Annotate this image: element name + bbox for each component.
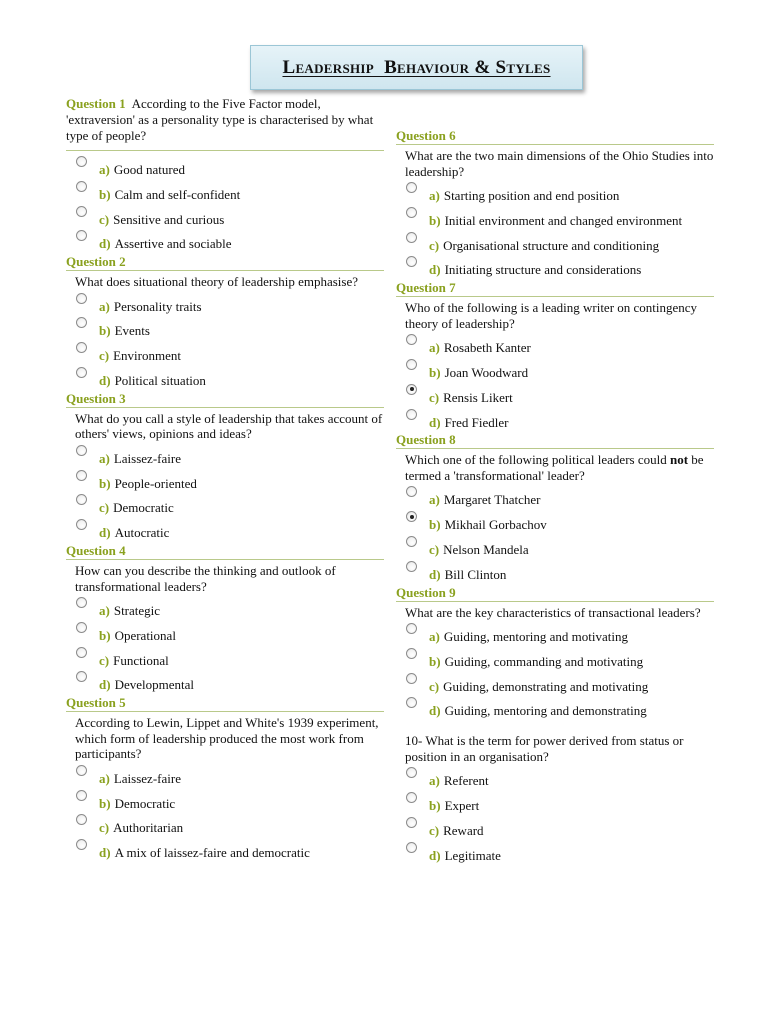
question-6 (396, 128, 714, 280)
option (66, 444, 384, 469)
option (66, 292, 384, 317)
option-label: Autocratic (114, 525, 170, 541)
question-text: How can you describe the thinking and outlook of transformational leaders? (75, 563, 336, 594)
radio-button[interactable] (76, 839, 87, 850)
option (396, 791, 714, 816)
radio-button[interactable] (76, 765, 87, 776)
question-text: What do you call a style of leadership that takes account of others' views, opinions and ideas? (75, 410, 383, 442)
option-label: Reward (443, 822, 484, 838)
option-label: Authoritarian (113, 820, 184, 836)
option-letter: d) (99, 525, 111, 541)
question-label: Question 3 (66, 391, 384, 408)
radio-button[interactable] (406, 359, 417, 370)
radio-button[interactable] (76, 470, 87, 481)
option-label: Bill Clinton (444, 566, 507, 582)
option-label: Nelson Mandela (443, 541, 529, 557)
option (66, 646, 384, 671)
question-text-emphasis: not (669, 452, 689, 468)
question-1 (66, 96, 384, 254)
option (66, 518, 384, 543)
question-text: 10- What is the term for power derived from status or position in an organisation? (405, 733, 684, 764)
option-label: Developmental (114, 677, 194, 693)
question-label: Question 5 (66, 695, 384, 712)
option-letter: c) (429, 541, 440, 557)
option-letter: c) (429, 822, 440, 838)
question-text: According to the Five Factor model, 'extraversion' as a personality type is characterised by what type of people? (66, 96, 374, 143)
option (66, 205, 384, 230)
option (396, 816, 714, 841)
option (66, 316, 384, 341)
radio-button[interactable] (406, 232, 417, 243)
option-label: Guiding, demonstrating and motivating (443, 678, 649, 694)
option (396, 510, 714, 535)
right-column (396, 128, 714, 865)
option-letter: b) (429, 364, 441, 380)
option-letter: d) (429, 262, 441, 278)
question-label: Question 7 (396, 280, 714, 297)
radio-button[interactable] (406, 697, 417, 708)
option (396, 696, 714, 721)
radio-button[interactable] (76, 181, 87, 192)
option (66, 229, 384, 254)
option-letter: c) (429, 237, 440, 253)
option-letter: d) (429, 566, 441, 582)
radio-button[interactable] (76, 597, 87, 608)
option-label: Calm and self-confident (114, 186, 241, 202)
option (66, 764, 384, 789)
option-label: Sensitive and curious (113, 211, 225, 227)
option (396, 206, 714, 231)
question-4 (66, 543, 384, 695)
option-letter: a) (99, 298, 110, 314)
radio-button[interactable] (406, 486, 417, 497)
option-letter: c) (99, 500, 110, 516)
question-7 (396, 280, 714, 432)
option-letter: b) (429, 653, 441, 669)
option (396, 622, 714, 647)
option-letter: d) (99, 236, 111, 252)
option-letter: c) (99, 820, 110, 836)
question-label: Question 4 (66, 543, 384, 560)
option-letter: a) (429, 340, 440, 356)
option-letter: b) (99, 795, 111, 811)
option-letter: b) (429, 517, 441, 533)
radio-button[interactable] (406, 792, 417, 803)
option-letter: d) (429, 703, 441, 719)
question-8 (396, 432, 714, 584)
radio-button-selected[interactable] (406, 511, 417, 522)
option-letter: c) (99, 348, 110, 364)
option-label: Strategic (113, 603, 161, 619)
option-letter: c) (99, 211, 110, 227)
radio-button[interactable] (406, 767, 417, 778)
radio-button[interactable] (406, 207, 417, 218)
option-letter: c) (429, 678, 440, 694)
option-letter: b) (429, 798, 441, 814)
question-text: What are the key characteristics of transactional leaders? (405, 604, 701, 620)
option-label: Rensis Likert (443, 389, 513, 405)
option-label: Initial environment and changed environment (444, 212, 683, 228)
option-letter: b) (99, 323, 111, 339)
option (66, 155, 384, 180)
question-text-part: be termed a 'transformational' leader? (405, 452, 704, 483)
option-label: Organisational structure and conditioning (443, 237, 660, 253)
option (66, 493, 384, 518)
option-label: Laissez-faire (113, 770, 181, 786)
option (396, 647, 714, 672)
option (66, 670, 384, 695)
option-letter: d) (429, 847, 441, 863)
option (66, 180, 384, 205)
radio-button[interactable] (76, 790, 87, 801)
option-label: Environment (113, 348, 181, 364)
page-title-box (250, 45, 583, 90)
question-5 (66, 695, 384, 863)
question-9 (396, 585, 714, 722)
question-text: According to Lewin, Lippet and White's 1939 experiment, which form of leadership produced the most work from participants? (75, 715, 379, 762)
option (66, 341, 384, 366)
page-title: Leadership Behaviour & Styles (282, 56, 551, 78)
option-label: Mikhail Gorbachov (444, 517, 547, 533)
option-letter: a) (429, 188, 440, 203)
option-letter: d) (99, 373, 111, 389)
option-letter: a) (429, 492, 440, 508)
option-letter: b) (99, 627, 111, 643)
option (396, 672, 714, 697)
radio-button[interactable] (406, 409, 417, 420)
option-label: Guiding, mentoring and motivating (443, 629, 628, 645)
radio-button[interactable] (76, 445, 87, 456)
option (396, 841, 714, 866)
option-label: Democratic (113, 500, 174, 516)
radio-button[interactable] (406, 256, 417, 267)
option (396, 485, 714, 510)
option (396, 181, 714, 206)
option-label: Starting position and end position (443, 188, 620, 203)
option-label: Good natured (113, 162, 185, 177)
option (66, 838, 384, 863)
question-text-part: Which one of the following political leaders could (405, 452, 670, 468)
option-label: Functional (113, 652, 169, 668)
question-label: Question 1 (66, 96, 126, 111)
option-label: Personality traits (113, 298, 202, 314)
radio-button[interactable] (406, 561, 417, 572)
option-letter: b) (99, 186, 111, 202)
option-label: Expert (444, 798, 480, 814)
radio-button[interactable] (76, 293, 87, 304)
question-text: What are the two main dimensions of the Ohio Studies into leadership? (405, 148, 714, 179)
option-letter: d) (429, 414, 441, 430)
radio-button[interactable] (406, 536, 417, 547)
question-1-header (66, 96, 384, 151)
radio-button[interactable] (406, 182, 417, 193)
left-column (66, 96, 384, 863)
question-text (396, 449, 714, 485)
radio-button-selected[interactable] (406, 384, 417, 395)
option-letter: a) (99, 450, 110, 466)
radio-button[interactable] (406, 842, 417, 853)
option-letter: a) (99, 770, 110, 786)
option-label: Legitimate (444, 847, 501, 863)
option (396, 333, 714, 358)
option-label: People-oriented (114, 475, 197, 491)
option-label: Democratic (114, 795, 176, 811)
radio-button[interactable] (406, 334, 417, 345)
radio-button[interactable] (406, 648, 417, 659)
radio-button[interactable] (406, 817, 417, 828)
question-label: Question 6 (396, 128, 714, 145)
option-label: Initiating structure and considerations (444, 262, 642, 278)
option (396, 408, 714, 433)
option-label: Laissez-faire (113, 450, 181, 466)
option-label: Events (114, 323, 150, 339)
option-letter: d) (99, 677, 111, 693)
radio-button[interactable] (76, 230, 87, 241)
option (66, 789, 384, 814)
radio-button[interactable] (76, 622, 87, 633)
radio-button[interactable] (76, 519, 87, 530)
question-label: Question 8 (396, 432, 714, 449)
radio-button[interactable] (76, 814, 87, 825)
option-label: Referent (443, 773, 489, 789)
option-label: Political situation (114, 373, 206, 389)
question-3 (66, 391, 384, 543)
radio-button[interactable] (76, 671, 87, 682)
question-2 (66, 254, 384, 391)
option (66, 621, 384, 646)
radio-button[interactable] (76, 342, 87, 353)
question-10 (396, 721, 714, 865)
option (396, 383, 714, 408)
option-letter: b) (99, 475, 111, 491)
option (66, 813, 384, 838)
option-letter: a) (429, 773, 440, 789)
radio-button[interactable] (76, 156, 87, 167)
option-label: Operational (114, 627, 176, 643)
radio-button[interactable] (76, 494, 87, 505)
option-letter: a) (429, 629, 440, 645)
option-label: Rosabeth Kanter (443, 340, 531, 356)
option-label: Fred Fiedler (444, 414, 509, 430)
option-letter: a) (99, 162, 110, 177)
option-label: A mix of laissez-faire and democratic (114, 845, 310, 861)
radio-button[interactable] (76, 367, 87, 378)
radio-button[interactable] (76, 317, 87, 328)
option-letter: c) (429, 389, 440, 405)
question-label: Question 2 (66, 254, 384, 271)
option-label: Assertive and sociable (114, 236, 232, 252)
radio-button[interactable] (406, 623, 417, 634)
option-label: Guiding, mentoring and demonstrating (444, 703, 647, 719)
option-label: Guiding, commanding and motivating (444, 653, 644, 669)
radio-button[interactable] (76, 647, 87, 658)
option-letter: d) (99, 845, 111, 861)
option-letter: a) (99, 603, 110, 619)
option-letter: b) (429, 212, 441, 228)
option (396, 766, 714, 791)
question-text: Who of the following is a leading writer on contingency theory of leadership? (405, 300, 698, 331)
option-label: Margaret Thatcher (443, 492, 541, 508)
option (396, 231, 714, 256)
option (66, 366, 384, 391)
option (396, 560, 714, 585)
question-label: Question 9 (396, 585, 714, 602)
option-label: Joan Woodward (444, 364, 529, 380)
radio-button[interactable] (76, 206, 87, 217)
option (396, 255, 714, 280)
option (66, 596, 384, 621)
radio-button[interactable] (406, 673, 417, 684)
option (66, 469, 384, 494)
option (396, 358, 714, 383)
option-letter: c) (99, 652, 110, 668)
option (396, 535, 714, 560)
question-text: What does situational theory of leadership emphasise? (75, 274, 359, 290)
